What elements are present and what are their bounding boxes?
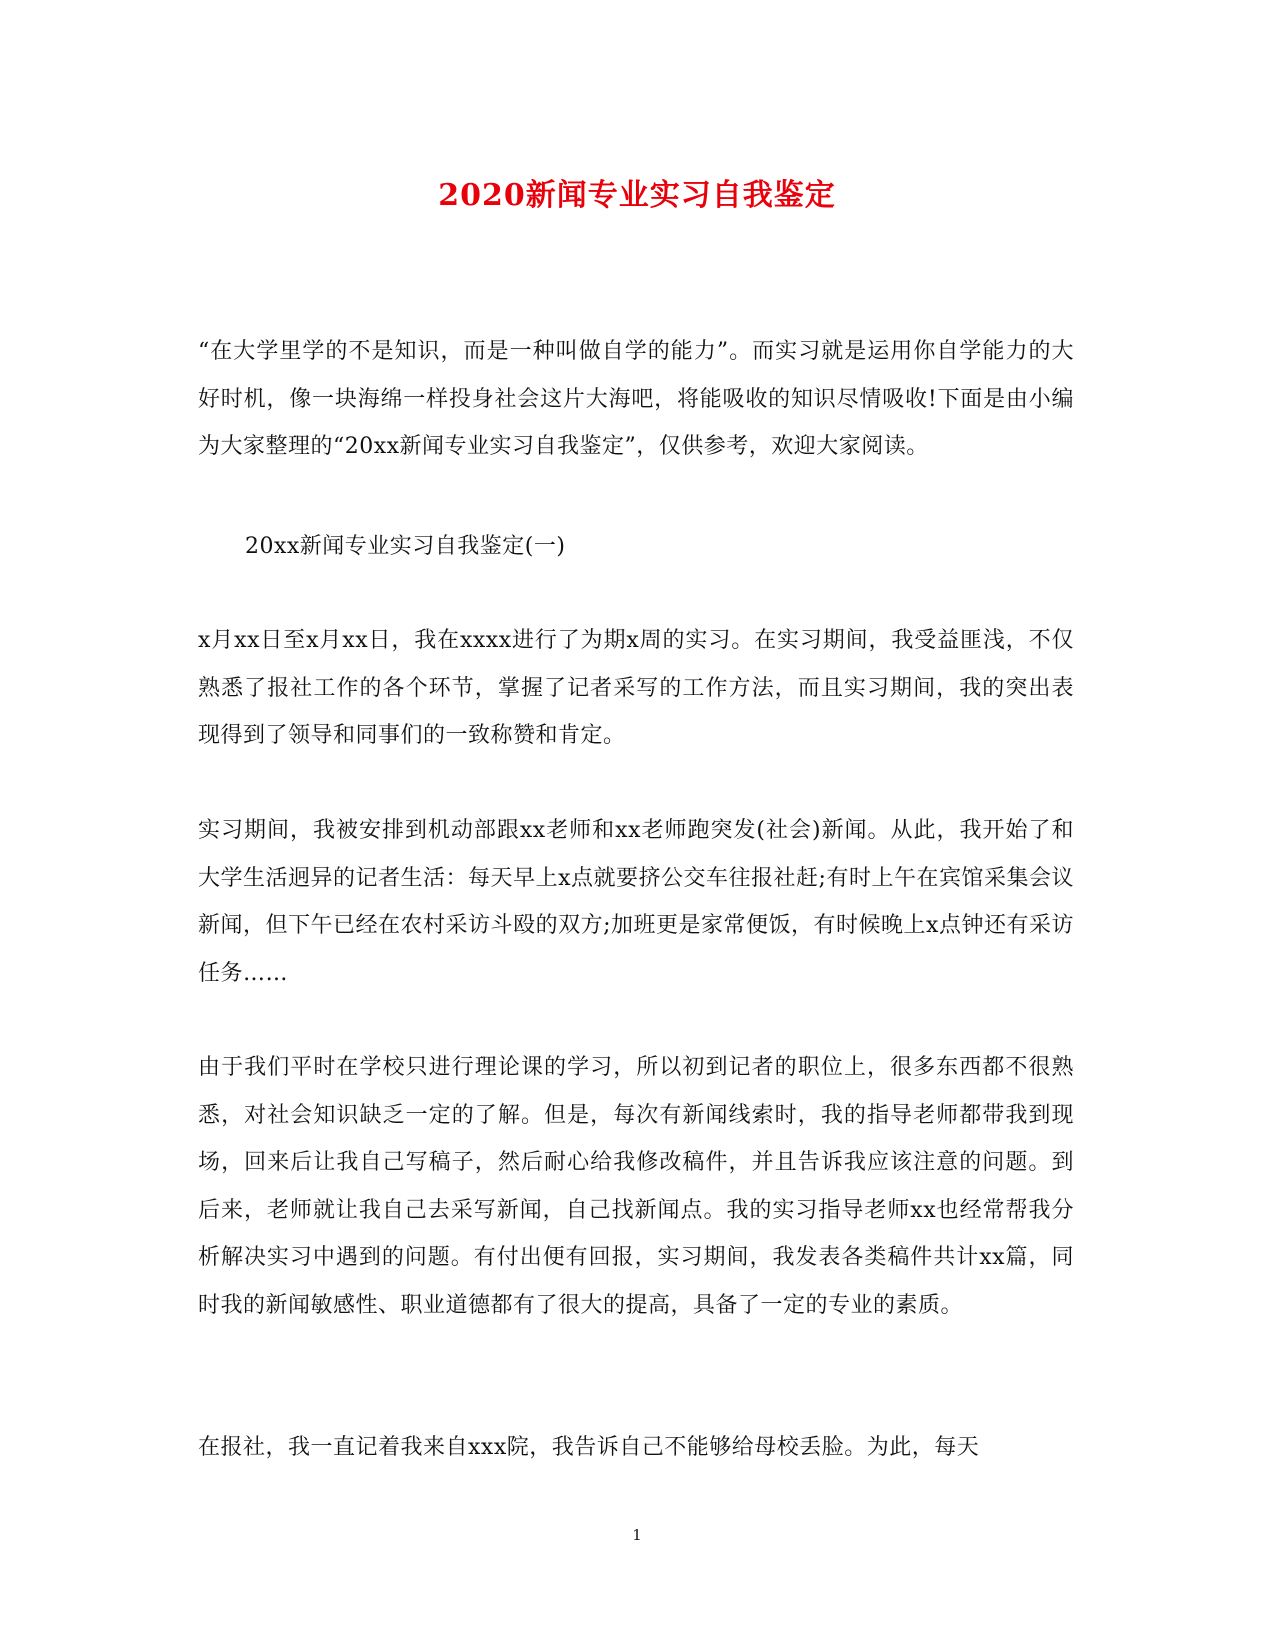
paragraph-4: 在报社，我一直记着我来自xxx院，我告诉自己不能够给母校丢脸。为此，每天 xyxy=(198,1435,980,1460)
paragraph-1: x月xx日至x月xx日，我在xxxx进行了为期x周的实习。在实习期间，我受益匪浅，不仅熟悉了报社工作的各个环节，掌握了记者采写的工作方法，而且实习期间，我的突出表现得到了领导和同事们的一致称赞和肯定。 xyxy=(198,628,1074,748)
intro-paragraph: “在大学里学的不是知识，而是一种叫做自学的能力”。而实习就是运用你自学能力的大好时机，像一块海绵一样投身社会这片大海吧，将能吸收的知识尽情吸收!下面是由小编为大家整理的“20xx新闻专业实习自我鉴定”，仅供参考，欢迎大家阅读。 xyxy=(198,339,1074,459)
section-heading: 20xx新闻专业实习自我鉴定(一) xyxy=(245,534,566,559)
page-number: 1 xyxy=(632,1526,642,1544)
document-title: 2020新闻专业实习自我鉴定 xyxy=(438,178,836,213)
paragraph-2: 实习期间，我被安排到机动部跟xx老师和xx老师跑突发(社会)新闻。从此，我开始了和大学生活迥异的记者生活：每天早上x点就要挤公交车往报社赶;有时上午在宾馆采集会议新闻，但下午已经在农村采访斗殴的双方;加班更是家常便饭，有时候晚上x点钟还有采访任务…… xyxy=(198,818,1074,986)
paragraph-3: 由于我们平时在学校只进行理论课的学习，所以初到记者的职位上，很多东西都不很熟悉，对社会知识缺乏一定的了解。但是，每次有新闻线索时，我的指导老师都带我到现场，回来后让我自己写稿子，然后耐心给我修改稿件，并且告诉我应该注意的问题。到后来，老师就让我自己去采写新闻，自己找新闻点。我的实习指导老师xx也经常帮我分析解决实习中遇到的问题。有付出便有回报，实习期间，我发表各类稿件共计xx篇，同时我的新闻敏感性、职业道德都有了很大的提高，具备了一定的专业的素质。 xyxy=(198,1055,1074,1318)
